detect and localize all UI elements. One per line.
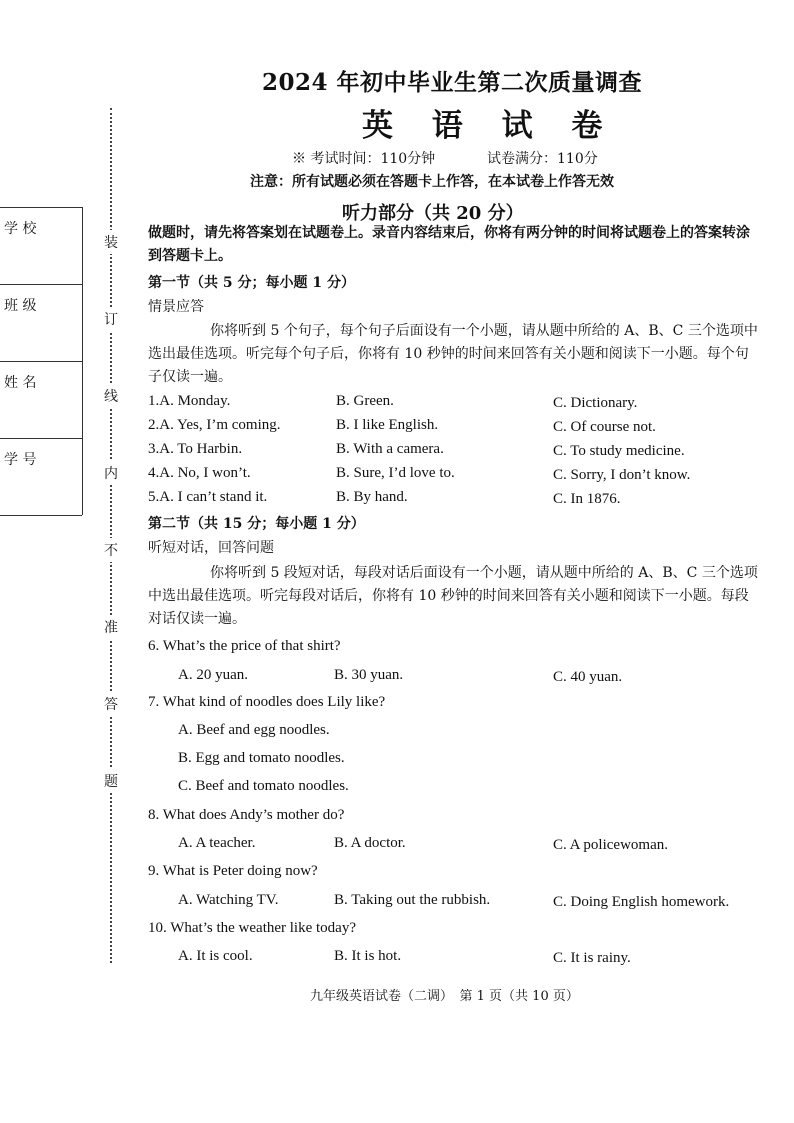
full-score: 试卷满分：110分 bbox=[487, 151, 598, 167]
binding-char: 订 bbox=[104, 307, 118, 331]
question-option: C. Doing English homework. bbox=[553, 894, 730, 910]
exam-subject: 英 语 试 卷 bbox=[362, 108, 617, 144]
page-footer: 九年级英语试卷（二调） 第 1 页（共 10 页） bbox=[310, 989, 579, 1004]
question-option: C. It is rainy. bbox=[553, 950, 631, 966]
question-option: C. Of course not. bbox=[553, 419, 656, 435]
question-option: 4.A. No, I won’t. bbox=[148, 465, 251, 481]
question-option: C. 40 yuan. bbox=[553, 669, 623, 685]
student-id-field-label: 学 号 bbox=[4, 452, 37, 468]
binding-char: 装 bbox=[104, 230, 118, 254]
question-option: B. Egg and tomato noodles. bbox=[178, 750, 345, 766]
info-box-line bbox=[0, 284, 82, 285]
section1-title: 第一节（共 5 分；每小题 1 分） bbox=[148, 275, 355, 291]
question-option: A. Beef and egg noodles. bbox=[178, 722, 330, 738]
info-box-line bbox=[0, 438, 82, 439]
listening-heading: 听力部分（共 20 分） bbox=[342, 203, 524, 224]
question-stem: 10. What’s the weather like today? bbox=[148, 920, 356, 936]
section2-subtitle: 听短对话，回答问题 bbox=[148, 540, 274, 556]
binding-char: 不 bbox=[104, 538, 118, 562]
question-option: 5.A. I can’t stand it. bbox=[148, 489, 268, 505]
question-option: 2.A. Yes, I’m coming. bbox=[148, 417, 281, 433]
question-stem: 8. What does Andy’s mother do? bbox=[148, 807, 345, 823]
question-option: B. Green. bbox=[336, 393, 394, 409]
question-option: C. In 1876. bbox=[553, 491, 621, 507]
exam-title: 2024 年初中毕业生第二次质量调查 bbox=[262, 69, 643, 96]
question-option: C. A policewoman. bbox=[553, 837, 668, 853]
question-option: B. Sure, I’d love to. bbox=[336, 465, 455, 481]
question-option: B. I like English. bbox=[336, 417, 439, 433]
section1-instruction: 你将听到 5 个句子，每个句子后面设有一个小题，请从题中所给的 A、B、C 三个选项中选出最佳选项。听完每个句子后，你将有 10 秒钟的时间来回答有关小题和阅读下一小题。每个句子仅读一遍。 bbox=[148, 323, 758, 385]
section2-instruction: 你将听到 5 段短对话，每段对话后面设有一个小题，请从题中所给的 A、B、C 三个选项中选出最佳选项。听完每段对话后，你将有 10 秒钟的时间来回答有关小题和阅读下一小题。每段对话仅读一遍。 bbox=[148, 565, 758, 627]
question-option: A. It is cool. bbox=[178, 948, 253, 964]
question-option: B. By hand. bbox=[336, 489, 408, 505]
question-option: A. A teacher. bbox=[178, 835, 256, 851]
binding-char: 答 bbox=[104, 692, 118, 716]
section1-subtitle: 情景应答 bbox=[148, 299, 204, 315]
question-option: B. It is hot. bbox=[334, 948, 402, 964]
question-option: C. Beef and tomato noodles. bbox=[178, 778, 349, 794]
binding-char: 准 bbox=[104, 615, 118, 639]
question-stem: 7. What kind of noodles does Lily like? bbox=[148, 694, 386, 710]
binding-char: 题 bbox=[104, 769, 118, 793]
exam-notice: 注意：所有试题必须在答题卡上作答，在本试卷上作答无效 bbox=[250, 174, 614, 190]
question-option: C. To study medicine. bbox=[553, 443, 685, 459]
question-option: 1.A. Monday. bbox=[148, 393, 231, 409]
question-option: C. Dictionary. bbox=[553, 395, 638, 411]
info-box-border bbox=[82, 207, 83, 515]
question-stem: 9. What is Peter doing now? bbox=[148, 863, 318, 879]
section2-title: 第二节（共 15 分；每小题 1 分） bbox=[148, 516, 365, 532]
info-box-line bbox=[0, 207, 82, 208]
question-option: B. 30 yuan. bbox=[334, 667, 404, 683]
info-box-line bbox=[0, 361, 82, 362]
question-option: B. With a camera. bbox=[336, 441, 444, 457]
question-option: B. A doctor. bbox=[334, 835, 406, 851]
exam-time: ※ 考试时间：110分钟 bbox=[292, 151, 436, 167]
question-option: A. Watching TV. bbox=[178, 892, 279, 908]
name-field-label: 姓 名 bbox=[4, 375, 37, 391]
question-option: 3.A. To Harbin. bbox=[148, 441, 243, 457]
question-option: A. 20 yuan. bbox=[178, 667, 248, 683]
question-option: C. Sorry, I don’t know. bbox=[553, 467, 691, 483]
binding-char: 内 bbox=[104, 461, 118, 485]
binding-char: 线 bbox=[104, 384, 118, 408]
class-field-label: 班 级 bbox=[4, 298, 37, 314]
school-field-label: 学 校 bbox=[4, 221, 37, 237]
listening-instruction: 做题时，请先将答案划在试题卷上。录音内容结束后，你将有两分钟的时间将试题卷上的答案转涂到答题卡上。 bbox=[148, 225, 750, 264]
question-option: B. Taking out the rubbish. bbox=[334, 892, 491, 908]
info-box-line bbox=[0, 515, 82, 516]
question-stem: 6. What’s the price of that shirt? bbox=[148, 638, 341, 654]
